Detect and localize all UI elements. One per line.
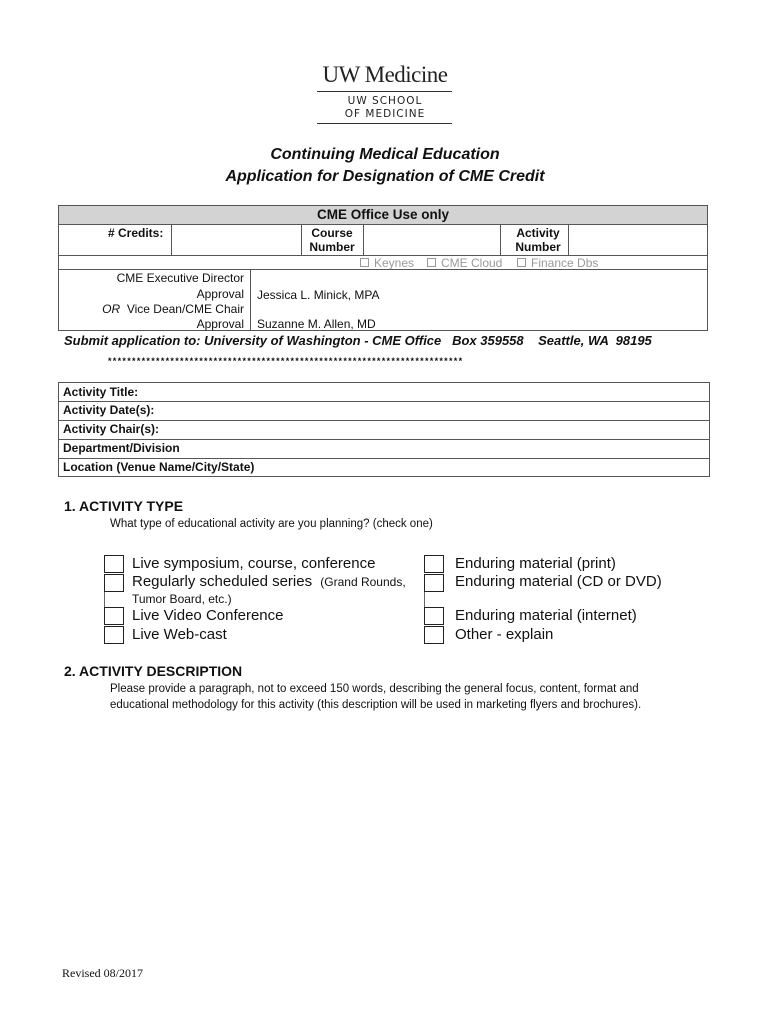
activity-title-field[interactable]: Activity Title: [63,385,139,399]
divider [59,458,709,459]
vice-dean-title: Vice Dean/CME Chair [126,302,244,316]
or-label: OR [102,302,121,316]
vice-dean-label-line2: Approval [196,317,244,331]
logo-school-line2: OF MEDICINE [344,108,426,120]
option-enduring-cd-dvd: Enduring material (CD or DVD) [455,573,662,590]
description-instructions-line2: educational methodology for this activity (this description will be used in marketing flyers and brochures). [110,699,642,711]
description-instructions-line1: Please provide a paragraph, not to exceed 150 words, describing the general focus, content, format and [110,683,639,695]
divider [59,401,709,402]
logo-school-line1: UW SCHOOL [347,95,423,107]
course-number-label-line1: Course [311,226,353,240]
divider [59,439,709,440]
divider [301,224,302,256]
checkbox-enduring-print[interactable] [424,555,444,573]
activity-number-label [502,226,574,254]
checkbox-live-symposium[interactable] [104,555,124,573]
checkbox-enduring-cd-dvd[interactable] [424,574,444,592]
director-name: Jessica L. Minick, MPA [257,288,380,302]
credits-field[interactable] [173,226,301,254]
checkbox-other[interactable] [424,626,444,644]
director-label-line1: CME Executive Director [116,271,244,285]
divider [250,269,251,331]
logo-divider-top [317,91,452,92]
system-option-keynes[interactable] [360,256,414,270]
system-label: Keynes [374,256,415,270]
activity-dates-field[interactable]: Activity Date(s): [63,403,155,417]
asterisk-separator: ************************************************************************** [108,356,464,366]
activity-number-label-line1: Activity [516,226,560,240]
divider [59,269,707,270]
option-regular-series-note: (Grand Rounds, [320,575,406,589]
option-other: Other - explain [455,626,554,643]
divider [363,224,364,256]
course-number-field[interactable] [365,226,498,254]
credits-label: # Credits: [108,226,164,240]
cme-office-header: CME Office Use only [59,206,707,225]
checkbox-icon [427,258,436,267]
option-regular-series [132,573,406,590]
uw-medicine-logo: UW Medicine [322,62,448,87]
option-regular-series-note2: Tumor Board, etc.) [132,592,232,606]
system-label: CME Cloud [441,256,503,270]
checkbox-enduring-internet[interactable] [424,607,444,625]
checkbox-video-conference[interactable] [104,607,124,625]
option-live-symposium: Live symposium, course, conference [132,555,376,572]
page-title-line2: Application for Designation of CME Credit [225,168,545,185]
system-option-cme-cloud[interactable] [427,256,502,270]
option-regular-series-label: Regularly scheduled series [132,573,313,590]
logo-divider-bottom [317,123,452,124]
vice-dean-label-line1 [60,302,244,316]
section-heading-activity-type: 1. ACTIVITY TYPE [64,498,184,514]
system-option-finance-dbs[interactable] [517,256,598,270]
checkbox-icon [360,258,369,267]
location-field[interactable]: Location (Venue Name/City/State) [63,460,255,474]
course-number-label-line2: Number [309,240,355,254]
revision-date: Revised 08/2017 [62,966,143,980]
option-video-conference: Live Video Conference [132,607,284,624]
option-webcast: Live Web-cast [132,626,227,643]
divider [59,420,709,421]
director-label-line2: Approval [196,287,244,301]
divider [500,224,501,256]
submit-instructions: Submit application to: University of Washington - CME Office Box 359558 Seattle, WA 98195 [64,333,652,348]
vice-dean-name: Suzanne M. Allen, MD [257,317,376,331]
option-enduring-internet: Enduring material (internet) [455,607,637,624]
system-label: Finance Dbs [531,256,599,270]
activity-number-label-line2: Number [515,240,561,254]
checkbox-icon [517,258,526,267]
divider [568,224,569,256]
page-title-line1: Continuing Medical Education [270,146,500,163]
activity-number-field[interactable] [570,226,706,254]
section-heading-activity-description: 2. ACTIVITY DESCRIPTION [64,663,243,679]
activity-type-question: What type of educational activity are you planning? (check one) [110,518,433,530]
activity-chairs-field[interactable]: Activity Chair(s): [63,422,160,436]
option-enduring-print: Enduring material (print) [455,555,616,572]
department-division-field[interactable]: Department/Division [63,441,180,455]
course-number-label [303,226,361,254]
checkbox-regular-series[interactable] [104,574,124,592]
divider [171,224,172,256]
checkbox-webcast[interactable] [104,626,124,644]
